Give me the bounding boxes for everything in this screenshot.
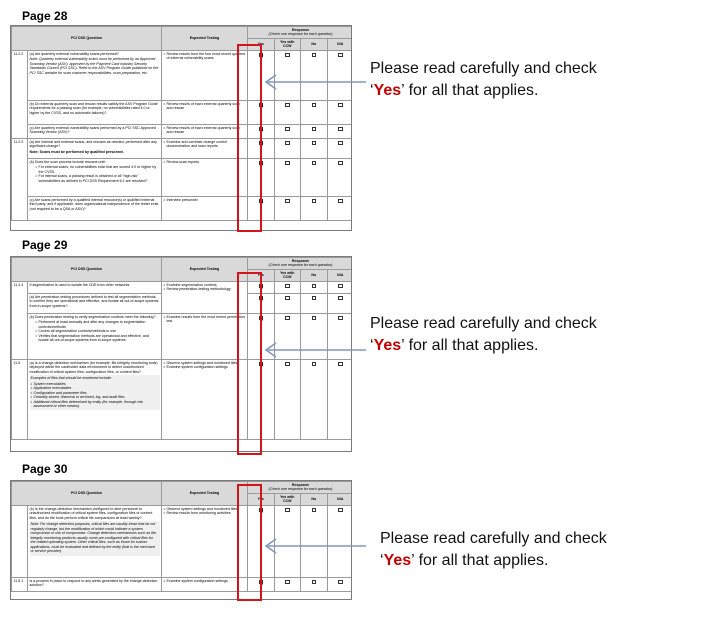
header-na: N/A <box>327 269 352 281</box>
ccw-checkbox[interactable] <box>285 580 290 585</box>
instruction-callout-page-29: Please read carefully and check ‘Yes’ for all that applies. <box>370 315 597 354</box>
question-cell: (a) Is a change-detection mechanism (for example, file-integrity monitoring tools) deployed within the cardholder data environment to detect unauthorized modification of critical system files, configuration files, or content files? Examples of files that should be monitored include: • System executables • Application executables • Configuration and parameter files • Centrally stored, historical or archived, log, and audit files • Additional critical files determined by entity (for example, through risk assessment or other means). <box>28 359 162 439</box>
ccw-checkbox[interactable] <box>285 362 290 367</box>
question-cell: (a) Are internal and external scans, and rescans as needed, performed after any significant change? Note: Scans must be performed by qualified personnel. <box>28 138 162 158</box>
no-checkbox[interactable] <box>312 296 317 301</box>
testing-cell: • Review results from the four most recent quarters of external vulnerability scans <box>162 50 248 100</box>
ccw-checkbox[interactable] <box>285 284 290 289</box>
question-cell: (b) Is the change-detection mechanism configured to alert personnel to unauthorized modification of critical system files, configuration files or content files, and do the tools perform critical file comparisons at least weekly? Note: For change detection purposes, critical files are usually those that do not regularly change, but the modification of which could indicate a system compromise or risk of compromise. Change detection mechanisms such as file-integrity monitoring products usually come pre-configured with critical files for the related operating system. Other critical files, such as those for custom applications, must be evaluated and defined by the entity (that is the merchant or service provider). <box>28 505 162 577</box>
ccw-checkbox[interactable] <box>285 141 290 146</box>
na-checkbox[interactable] <box>338 284 343 289</box>
header-no: No <box>301 493 328 505</box>
testing-cell: • Examine results from the most recent penetration test <box>162 313 248 359</box>
question-cell: (b) Do external quarterly scan and rescan results satisfy the ASV Program Guide requirements for a passing scan (for example, no vulnerabilities rated 4.0 or higher by the CVSS, and no automatic failures)? <box>28 100 162 124</box>
header-yes: Yes <box>248 269 275 281</box>
page-label-28: Page 28 <box>22 9 68 23</box>
no-checkbox[interactable] <box>312 316 317 321</box>
no-checkbox[interactable] <box>312 141 317 146</box>
testing-cell: • Examine system configuration settings <box>162 577 248 591</box>
question-cell: (b) Does the scan process include rescans until: • For external scans, no vulnerabilities exist that are scored 4.0 or higher by the CVSS, • For internal scans, a passing result is obtained or all "high-risk" vulnerabilities as defined in PCI DSS Requirement 6.1 are resolved? <box>28 158 162 196</box>
question-cell: (a) Are quarterly external vulnerability scans performed? Note: Quarterly external vulnerability scans must be performed by an Approved Scanning Vendor (ASV), approved by the Payment Card Industry Security Standards Council (PCI SSC). Refer to the ASV Program Guide published on the PCI SSC website for scan customer responsibilities, scan preparation, etc. <box>28 50 162 100</box>
question-cell: (b) Does penetration testing to verify segmentation controls meet the following? • Performed at least annually and after any changes to segmentation controls/methods • Covers all segmentation controls/methods in use • Verifies that segmentation methods are operational and effective, and isolate all out-of-scope systems from in-scope systems. <box>28 313 162 359</box>
arrow-left-icon <box>262 340 368 360</box>
header-ccw: Yes with CCW <box>274 38 301 50</box>
header-testing: Expected Testing <box>162 27 248 51</box>
header-ccw: Yes with CCW <box>274 493 301 505</box>
page-label-29: Page 29 <box>22 238 68 252</box>
yes-column-highlight <box>237 44 262 232</box>
ccw-checkbox[interactable] <box>285 316 290 321</box>
no-checkbox[interactable] <box>312 284 317 289</box>
testing-cell: • Review results of each external quarterly scan and rescan <box>162 100 248 124</box>
no-checkbox[interactable] <box>312 508 317 513</box>
header-no: No <box>301 38 328 50</box>
na-checkbox[interactable] <box>338 53 343 58</box>
na-checkbox[interactable] <box>338 103 343 108</box>
na-checkbox[interactable] <box>338 141 343 146</box>
header-yes: Yes <box>248 38 275 50</box>
header-question: PCI DSS Question <box>12 27 162 51</box>
header-response: Response (Check one response for each question) <box>248 27 352 39</box>
table-row <box>12 196 353 220</box>
ccw-checkbox[interactable] <box>285 508 290 513</box>
instruction-callout-page-30: Please read carefully and check ‘Yes’ for all that applies. <box>380 530 607 569</box>
testing-cell: • Observe system settings and monitored files • Review results from monitoring activities <box>162 505 248 577</box>
requirement-number: 11.2.2 <box>12 50 28 138</box>
header-na: N/A <box>327 38 352 50</box>
arrow-left-icon <box>262 72 368 92</box>
question-cell: (c) Are quarterly external vulnerability scans performed by a PCI SSC Approved Scanning Vendor (ASV)? <box>28 124 162 138</box>
yes-column-highlight <box>237 484 262 601</box>
no-checkbox[interactable] <box>312 161 317 166</box>
testing-cell: • Examine and correlate change control documentation and scan reports <box>162 138 248 158</box>
testing-cell: • Review results of each external quarterly scan and rescan <box>162 124 248 138</box>
no-checkbox[interactable] <box>312 199 317 204</box>
testing-cell: • Examine segmentation controls • Review penetration-testing methodology <box>162 281 248 313</box>
question-cell: (c) Are scans performed by a qualified internal resource(s) or qualified external third party, and if applicable, does organizational independence of the tester exist (not required to be a QSA or ASV)? <box>28 196 162 220</box>
no-checkbox[interactable] <box>312 127 317 132</box>
header-response: Response (Check one response for each question) <box>248 258 352 270</box>
ccw-checkbox[interactable] <box>285 161 290 166</box>
header-yes: Yes <box>248 493 275 505</box>
table-row <box>12 577 353 591</box>
header-testing: Expected Testing <box>162 258 248 282</box>
header-ccw: Yes with CCW <box>274 269 301 281</box>
testing-cell: • Review scan reports <box>162 158 248 196</box>
header-question: PCI DSS Question <box>12 482 162 506</box>
header-question: PCI DSS Question <box>12 258 162 282</box>
na-checkbox[interactable] <box>338 296 343 301</box>
no-checkbox[interactable] <box>312 362 317 367</box>
table-row <box>12 100 353 124</box>
form-thumbnail-page-28 <box>10 25 352 231</box>
pci-table-page-28 <box>11 26 352 221</box>
na-checkbox[interactable] <box>338 508 343 513</box>
na-checkbox[interactable] <box>338 580 343 585</box>
requirement-number: 11.5.1 <box>12 577 28 591</box>
na-checkbox[interactable] <box>338 127 343 132</box>
table-row <box>12 124 353 138</box>
requirement-number: 11.3.4 <box>12 281 28 359</box>
question-cell: (a) Are penetration-testing procedures defined to test all segmentation methods, to confirm they are operational and effective, and isolate all out-of-scope systems from in-scope systems? <box>28 293 162 313</box>
ccw-checkbox[interactable] <box>285 296 290 301</box>
na-checkbox[interactable] <box>338 362 343 367</box>
testing-cell: • Interview personnel <box>162 196 248 220</box>
question-cell: If segmentation is used to isolate the CDE from other networks: <box>28 281 162 293</box>
requirement-number: 11.5 <box>12 359 28 439</box>
no-checkbox[interactable] <box>312 103 317 108</box>
table-row <box>12 138 353 158</box>
table-row <box>12 158 353 196</box>
na-checkbox[interactable] <box>338 316 343 321</box>
yes-column-highlight <box>237 272 262 455</box>
page-label-30: Page 30 <box>22 462 68 476</box>
header-testing: Expected Testing <box>162 482 248 506</box>
requirement-number: 11.2.3 <box>12 138 28 220</box>
instruction-callout-page-28: Please read carefully and check ‘Yes’ for all that applies. <box>370 60 597 99</box>
ccw-checkbox[interactable] <box>285 199 290 204</box>
ccw-checkbox[interactable] <box>285 103 290 108</box>
testing-cell: • Observe system settings and monitored files • Examine system configuration settings <box>162 359 248 439</box>
table-row <box>12 281 353 293</box>
requirement-number <box>12 505 28 577</box>
na-checkbox[interactable] <box>338 161 343 166</box>
header-response: Response (Check one response for each question) <box>248 482 352 494</box>
ccw-checkbox[interactable] <box>285 127 290 132</box>
question-cell: Is a process in place to respond to any alerts generated by the change-detection solution? <box>28 577 162 591</box>
table-row <box>12 359 353 439</box>
na-checkbox[interactable] <box>338 199 343 204</box>
no-checkbox[interactable] <box>312 580 317 585</box>
header-na: N/A <box>327 493 352 505</box>
ccw-checkbox[interactable] <box>285 53 290 58</box>
no-checkbox[interactable] <box>312 53 317 58</box>
arrow-left-icon <box>262 536 368 556</box>
header-no: No <box>301 269 328 281</box>
